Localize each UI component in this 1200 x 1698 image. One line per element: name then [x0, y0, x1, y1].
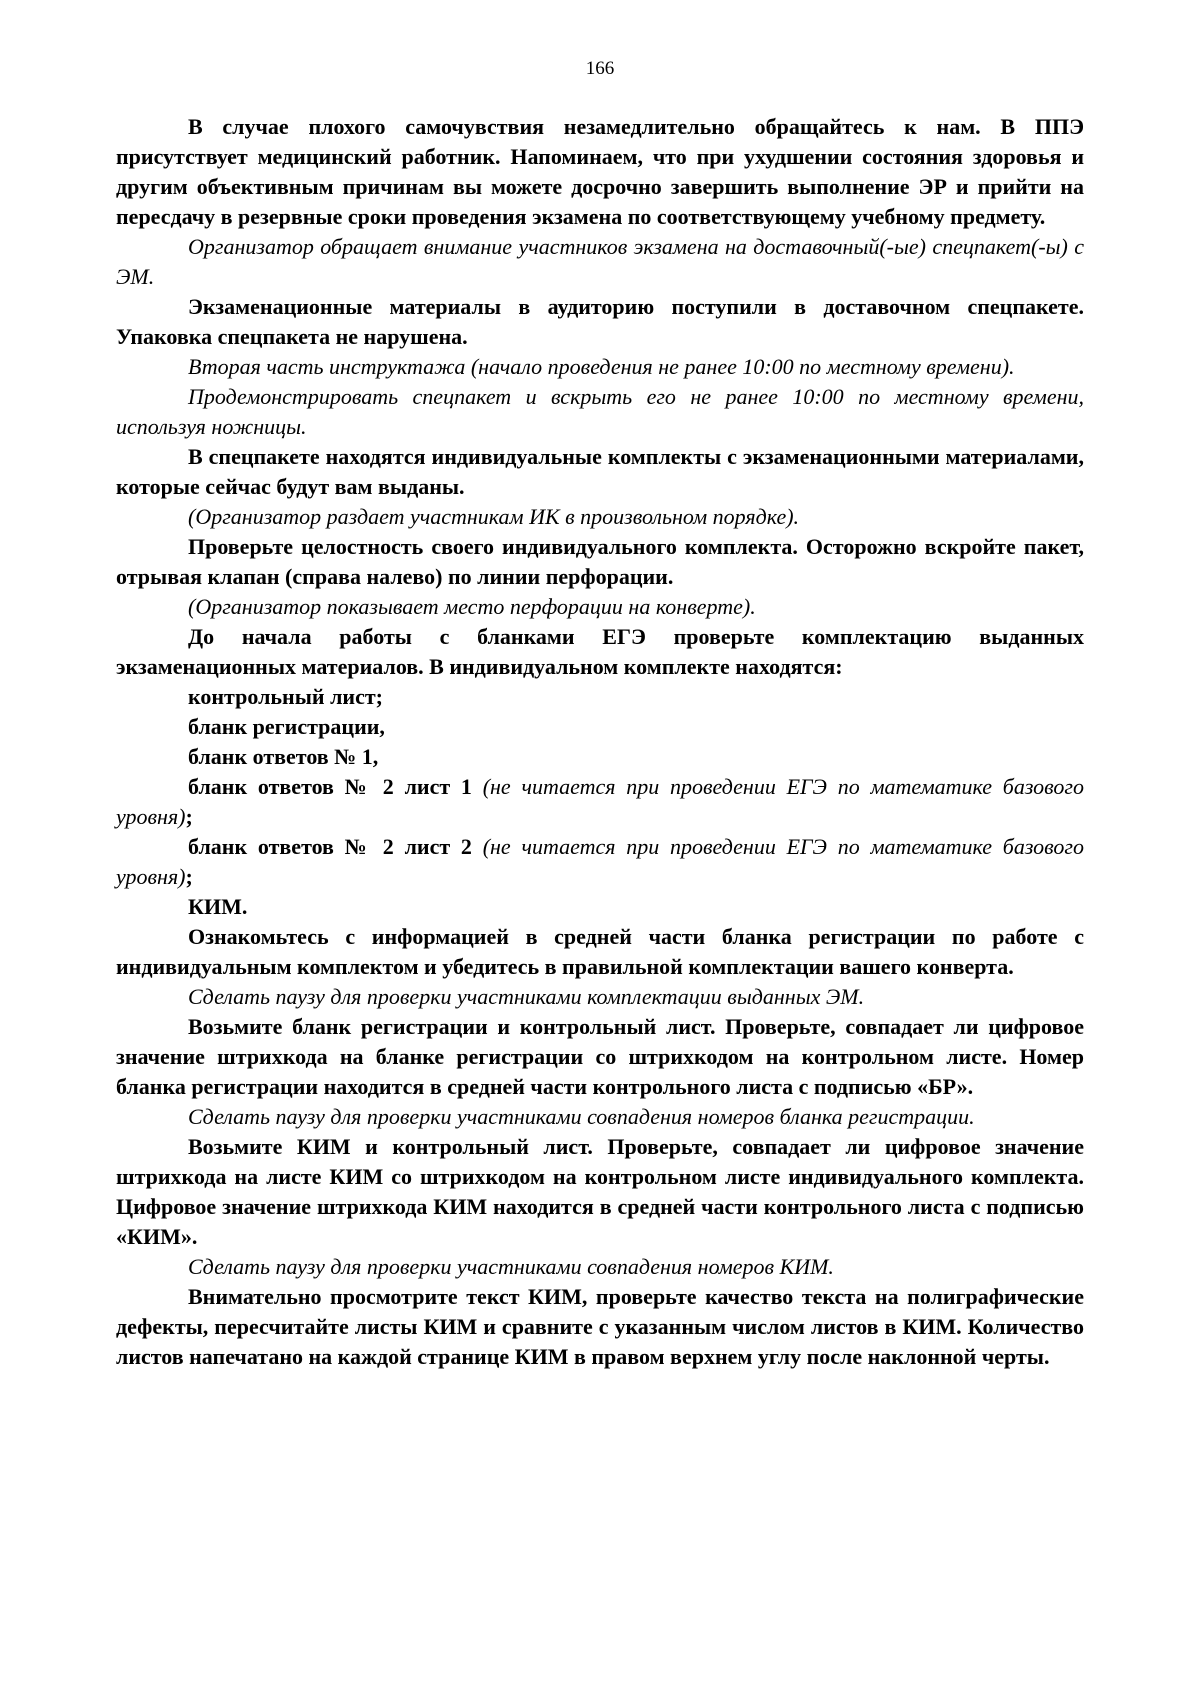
read-aloud-paragraph: [116, 712, 1084, 742]
page-number: 166: [585, 58, 615, 79]
paragraph-text: Проверьте целостность своего индивидуального комплекта. Осторожно вскройте пакет, отрывая клапан (справа налево) по линии перфорации.: [116, 534, 1084, 589]
paragraph-text: Возьмите бланк регистрации и контрольный лист. Проверьте, совпадает ли цифровое значение штрихкода на бланке регистрации со штрихкодом на контрольном листе. Номер бланка регистрации находится в средней части контрольного листа с подписью «БР».: [116, 1014, 1084, 1099]
paragraph-text: В спецпакете находятся индивидуальные комплекты с экзаменационными материалами, которые сейчас будут вам выданы.: [116, 444, 1084, 499]
paragraph-text: (Организатор показывает место перфорации на конверте).: [188, 594, 756, 619]
read-aloud-paragraph: [116, 1012, 1084, 1102]
read-aloud-paragraph: [116, 772, 1084, 832]
paragraph-text: Организатор обращает внимание участников экзамена на доставочный(-ые) спецпакет(-ы) с ЭМ.: [116, 234, 1084, 289]
paragraph-tail: ;: [185, 864, 193, 889]
paragraph-text: Продемонстрировать спецпакет и вскрыть его не ранее 10:00 по местному времени, используя ножницы.: [116, 384, 1084, 439]
read-aloud-paragraph: [116, 832, 1084, 892]
paragraph-text: Сделать паузу для проверки участниками комплектации выданных ЭМ.: [188, 984, 865, 1009]
paragraph-text: В случае плохого самочувствия незамедлительно обращайтесь к нам. В ППЭ присутствует медицинский работник. Напоминаем, что при ухудшении состояния здоровья и другим объективным причинам вы можете досрочно завершить выполнение ЭР и прийти на пересдачу в резервные сроки проведения экзамена по соответствующему учебному предмету.: [116, 114, 1084, 229]
instruction-note: [116, 1102, 1084, 1132]
instruction-note: [116, 1252, 1084, 1282]
instruction-note: [116, 382, 1084, 442]
paragraph-text: бланк ответов № 2 лист 2: [188, 834, 483, 859]
read-aloud-paragraph: [116, 532, 1084, 592]
paragraph-text: бланк ответов № 2 лист 1: [188, 774, 483, 799]
read-aloud-paragraph: [116, 742, 1084, 772]
paragraph-text: Сделать паузу для проверки участниками совпадения номеров бланка регистрации.: [188, 1104, 975, 1129]
inline-note: (не читается при проведении ЕГЭ по математике базового уровня): [116, 834, 1084, 889]
read-aloud-paragraph: [116, 622, 1084, 682]
read-aloud-paragraph: [116, 112, 1084, 232]
read-aloud-paragraph: [116, 682, 1084, 712]
paragraph-text: КИМ.: [188, 894, 248, 919]
inline-note: (не читается при проведении ЕГЭ по математике базового уровня): [116, 774, 1084, 829]
paragraph-text: До начала работы с бланками ЕГЭ проверьте комплектацию выданных экзаменационных материалов. В индивидуальном комплекте находятся:: [116, 624, 1084, 679]
instruction-note: [116, 592, 1084, 622]
read-aloud-paragraph: [116, 442, 1084, 502]
paragraph-text: (Организатор раздает участникам ИК в произвольном порядке).: [188, 504, 800, 529]
read-aloud-paragraph: [116, 892, 1084, 922]
paragraph-text: Ознакомьтесь с информацией в средней части бланка регистрации по работе с индивидуальным комплектом и убедитесь в правильной комплектации вашего конверта.: [116, 924, 1084, 979]
instruction-note: [116, 982, 1084, 1012]
read-aloud-paragraph: [116, 1132, 1084, 1252]
instruction-note: [116, 232, 1084, 292]
paragraph-tail: ;: [185, 804, 193, 829]
document-body: [116, 112, 1084, 1372]
paragraph-text: Возьмите КИМ и контрольный лист. Проверьте, совпадает ли цифровое значение штрихкода на листе КИМ со штрихкодом на контрольном листе индивидуального комплекта. Цифровое значение штрихкода КИМ находится в средней части контрольного листа с подписью «КИМ».: [116, 1134, 1084, 1249]
paragraph-text: контрольный лист;: [188, 684, 384, 709]
paragraph-text: Сделать паузу для проверки участниками совпадения номеров КИМ.: [188, 1254, 834, 1279]
paragraph-text: Экзаменационные материалы в аудиторию поступили в доставочном спецпакете. Упаковка спецпакета не нарушена.: [116, 294, 1084, 349]
read-aloud-paragraph: [116, 292, 1084, 352]
paragraph-text: бланк ответов № 1,: [188, 744, 379, 769]
paragraph-text: Внимательно просмотрите текст КИМ, проверьте качество текста на полиграфические дефекты, пересчитайте листы КИМ и сравните с указанным числом листов в КИМ. Количество листов напечатано на каждой странице КИМ в правом верхнем углу после наклонной черты.: [116, 1284, 1084, 1369]
instruction-note: [116, 352, 1084, 382]
paragraph-text: Вторая часть инструктажа (начало проведения не ранее 10:00 по местному времени).: [188, 354, 1015, 379]
read-aloud-paragraph: [116, 922, 1084, 982]
paragraph-text: бланк регистрации,: [188, 714, 385, 739]
read-aloud-paragraph: [116, 1282, 1084, 1372]
instruction-note: [116, 502, 1084, 532]
